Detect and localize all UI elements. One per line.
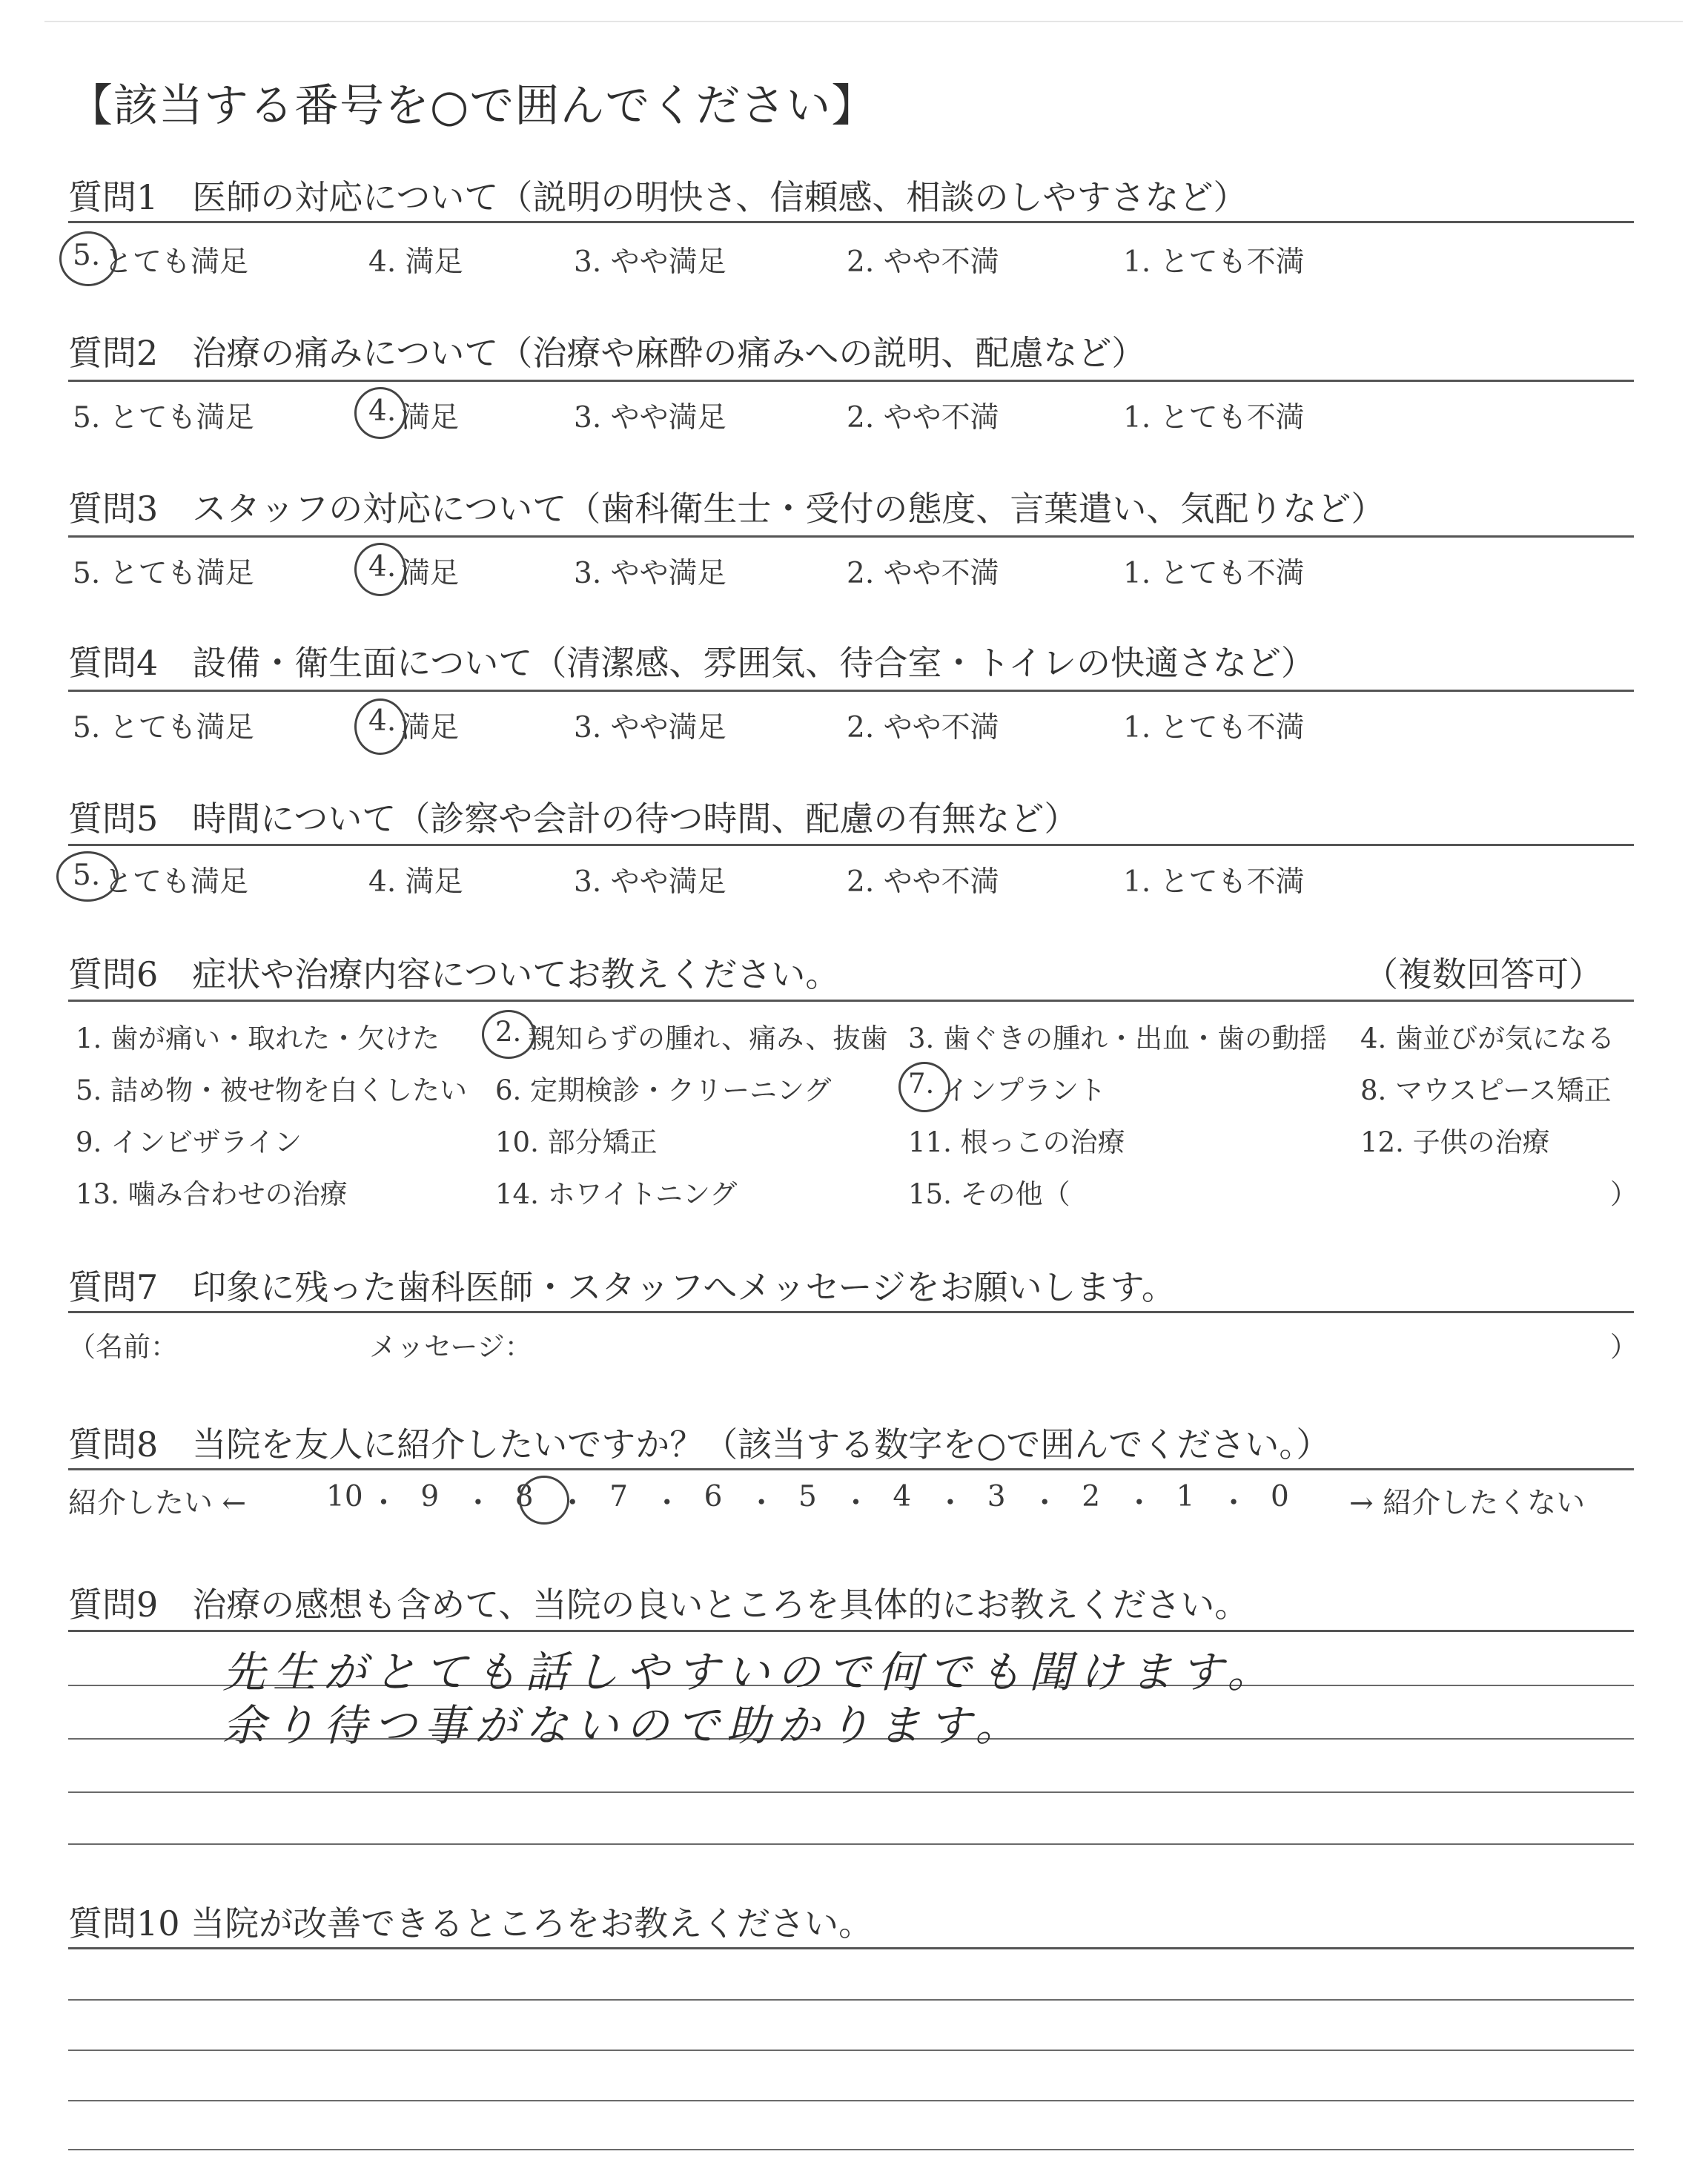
- q8-left-label: 紹介したい ←: [68, 1487, 247, 1520]
- q9-handwritten-answer-line-1[interactable]: 先生がとても話しやすいので何でも聞けます。: [222, 1647, 1278, 1697]
- q6-note: （複数回答可）: [1364, 954, 1603, 994]
- q8-scale-value[interactable]: 5: [798, 1480, 817, 1513]
- q4-option-4-label[interactable]: 満足: [401, 711, 460, 744]
- q6-item-15[interactable]: 15. その他（: [908, 1178, 1070, 1210]
- q8-scale-value[interactable]: 7: [609, 1480, 629, 1513]
- q6-item-2-number[interactable]: 2.: [495, 1016, 522, 1048]
- q6-item-7-number[interactable]: 7.: [908, 1068, 935, 1100]
- q8-scale-separator: ・: [369, 1487, 399, 1520]
- q6-item-12[interactable]: 12. 子供の治療: [1360, 1126, 1550, 1158]
- q8-scale-value[interactable]: 3: [987, 1480, 1006, 1513]
- q3-option-4-number[interactable]: 4.: [368, 550, 397, 584]
- q2-option-3[interactable]: 3. やや満足: [574, 401, 726, 435]
- q8-scale-value[interactable]: 8: [514, 1480, 534, 1513]
- q3-rule: [68, 535, 1634, 538]
- q8-scale-value[interactable]: 2: [1082, 1480, 1101, 1513]
- q9-title: 質問9 治療の感想も含めて、当院の良いところを具体的にお教えください。: [68, 1585, 1249, 1625]
- q1-option-3[interactable]: 3. やや満足: [574, 245, 726, 279]
- q8-title: 質問8 当院を友人に紹介したいですか？（該当する数字を○で囲んでください。）: [68, 1424, 1331, 1464]
- q2-option-4-number[interactable]: 4.: [368, 394, 397, 428]
- page-top-edge: [44, 21, 1683, 22]
- q6-item-6[interactable]: 6. 定期検診・クリーニング: [495, 1074, 832, 1106]
- q5-title: 質問5 時間について（診察や会計の待つ時間、配慮の有無など）: [68, 799, 1079, 839]
- q10-title: 質問10 当院が改善できるところをお教えください。: [68, 1903, 873, 1943]
- q5-option-5-label[interactable]: とても満足: [104, 865, 249, 899]
- q1-title: 質問1 医師の対応について（説明の明快さ、信頼感、相談のしやすさなど）: [68, 177, 1248, 217]
- q2-option-4-label[interactable]: 満足: [401, 401, 460, 435]
- q8-scale-separator: ・: [747, 1487, 776, 1520]
- q6-item-7-label[interactable]: インプラント: [941, 1074, 1106, 1106]
- q9-rule: [68, 1630, 1634, 1632]
- q1-option-5-number[interactable]: 5.: [73, 239, 101, 272]
- q6-item-15-close: ）: [1610, 1178, 1638, 1210]
- q6-item-9[interactable]: 9. インビザライン: [76, 1126, 302, 1158]
- q5-option-5-number[interactable]: 5.: [73, 859, 101, 892]
- q5-option-3[interactable]: 3. やや満足: [574, 865, 726, 899]
- q5-option-4[interactable]: 4. 満足: [368, 865, 463, 899]
- q6-item-8[interactable]: 8. マウスピース矯正: [1360, 1074, 1612, 1106]
- q1-option-2[interactable]: 2. やや不満: [847, 245, 999, 279]
- q4-option-3[interactable]: 3. やや満足: [574, 711, 726, 744]
- q4-option-1[interactable]: 1. とても不満: [1123, 711, 1305, 744]
- q6-item-13[interactable]: 13. 噛み合わせの治療: [76, 1178, 348, 1210]
- q10-write-line[interactable]: [68, 2149, 1634, 2150]
- q6-title: 質問6 症状や治療内容についてお教えください。: [68, 954, 840, 994]
- q7-message-label: メッセージ：: [369, 1331, 532, 1363]
- q5-option-1[interactable]: 1. とても不満: [1123, 865, 1305, 899]
- q6-rule: [68, 1000, 1634, 1002]
- q3-option-4-label[interactable]: 満足: [401, 557, 460, 590]
- page-header: 【該当する番号を○で囲んでください】: [68, 80, 877, 132]
- q8-rule: [68, 1468, 1634, 1470]
- q6-item-4[interactable]: 4. 歯並びが気になる: [1360, 1023, 1615, 1054]
- q8-scale-value[interactable]: 10: [326, 1480, 363, 1513]
- q2-option-5[interactable]: 5. とても満足: [73, 401, 254, 435]
- q2-option-2[interactable]: 2. やや不満: [847, 401, 999, 435]
- q8-scale-separator: ・: [936, 1487, 965, 1520]
- q8-scale-value[interactable]: 6: [704, 1480, 723, 1513]
- q6-item-3[interactable]: 3. 歯ぐきの腫れ・出血・歯の動揺: [908, 1023, 1328, 1054]
- q9-handwritten-answer-line-2[interactable]: 余り待つ事がないので助かります。: [222, 1700, 1026, 1751]
- q1-option-4[interactable]: 4. 満足: [368, 245, 463, 279]
- q8-scale-separator: ・: [1219, 1487, 1248, 1520]
- q4-rule: [68, 690, 1634, 692]
- q4-option-4-number[interactable]: 4.: [368, 704, 397, 738]
- q8-scale-separator: ・: [557, 1487, 587, 1520]
- q6-item-10[interactable]: 10. 部分矯正: [495, 1126, 658, 1158]
- q8-scale-separator: ・: [463, 1487, 493, 1520]
- q4-option-2[interactable]: 2. やや不満: [847, 711, 999, 744]
- q4-option-5[interactable]: 5. とても満足: [73, 711, 254, 744]
- q7-title: 質問7 印象に残った歯科医師・スタッフへメッセージをお願いします。: [68, 1267, 1176, 1307]
- q3-option-5[interactable]: 5. とても満足: [73, 557, 254, 590]
- q10-rule: [68, 1947, 1634, 1949]
- q6-item-5[interactable]: 5. 詰め物・被せ物を白くしたい: [76, 1074, 468, 1106]
- q9-write-line: [68, 1843, 1634, 1845]
- q10-write-line[interactable]: [68, 1999, 1634, 2001]
- q8-scale-separator: ・: [841, 1487, 871, 1520]
- q8-selected-circle: [519, 1476, 569, 1525]
- q2-rule: [68, 380, 1634, 382]
- q4-title: 質問4 設備・衛生面について（清潔感、雰囲気、待合室・トイレの快適さなど）: [68, 643, 1316, 683]
- q6-item-1[interactable]: 1. 歯が痛い・取れた・欠けた: [76, 1023, 440, 1054]
- q5-rule: [68, 844, 1634, 846]
- q1-option-5-label[interactable]: とても満足: [104, 245, 249, 279]
- q7-name-label: （名前：: [68, 1331, 178, 1363]
- q2-title: 質問2 治療の痛みについて（治療や麻酔の痛みへの説明、配慮など）: [68, 333, 1146, 373]
- q8-scale-value[interactable]: 4: [893, 1480, 912, 1513]
- q10-write-line[interactable]: [68, 2050, 1634, 2051]
- q1-option-1[interactable]: 1. とても不満: [1123, 245, 1305, 279]
- q3-option-1[interactable]: 1. とても不満: [1123, 557, 1305, 590]
- q3-title: 質問3 スタッフの対応について（歯科衛生士・受付の態度、言葉遣い、気配りなど）: [68, 489, 1386, 529]
- q7-rule: [68, 1311, 1634, 1313]
- q5-option-2[interactable]: 2. やや不満: [847, 865, 999, 899]
- q10-write-line[interactable]: [68, 2100, 1634, 2101]
- q9-write-line: [68, 1791, 1634, 1793]
- q1-rule: [68, 221, 1634, 223]
- q7-close-paren: ）: [1610, 1331, 1638, 1363]
- q8-scale-separator: ・: [652, 1487, 682, 1520]
- q8-scale-value[interactable]: 9: [420, 1480, 440, 1513]
- q6-item-14[interactable]: 14. ホワイトニング: [495, 1178, 738, 1210]
- q2-option-1[interactable]: 1. とても不満: [1123, 401, 1305, 435]
- q8-scale-value[interactable]: 0: [1271, 1480, 1289, 1513]
- q6-item-2-label[interactable]: 親知らずの腫れ、痛み、抜歯: [528, 1023, 888, 1054]
- q3-option-3[interactable]: 3. やや満足: [574, 557, 726, 590]
- q8-right-label: → 紹介したくない: [1349, 1487, 1586, 1520]
- q6-item-11[interactable]: 11. 根っこの治療: [908, 1126, 1125, 1158]
- q8-scale-separator: ・: [1030, 1487, 1059, 1520]
- q3-option-2[interactable]: 2. やや不満: [847, 557, 999, 590]
- q8-scale-separator: ・: [1125, 1487, 1154, 1520]
- q8-scale-value[interactable]: 1: [1176, 1480, 1195, 1513]
